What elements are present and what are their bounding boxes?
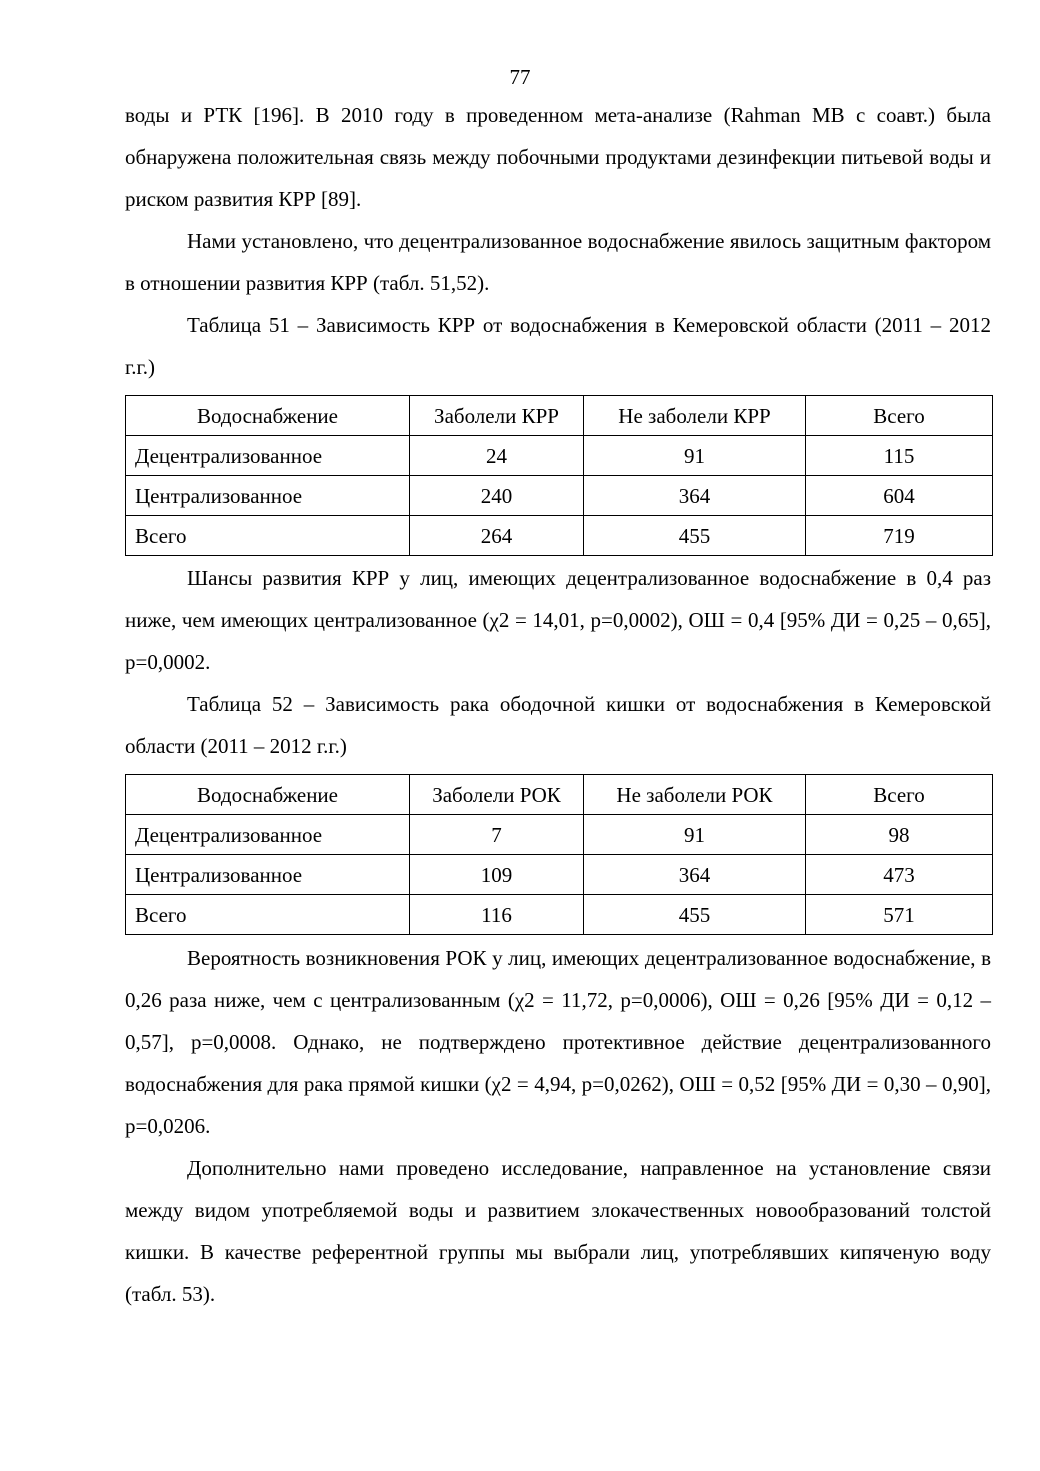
table-header-row	[126, 775, 993, 815]
table-cell: 455	[584, 895, 806, 935]
text-block-bottom	[125, 937, 991, 1315]
table-cell: 719	[806, 516, 993, 556]
table-cell: 98	[806, 815, 993, 855]
table-52-caption: Таблица 52 – Зависимость рака ободочной кишки от водоснабжения в Кемеровской области (2011 – 2012 г.г.)	[125, 692, 991, 758]
header-cell: Всего	[806, 396, 993, 436]
table-cell: 240	[410, 476, 584, 516]
text-block-middle	[125, 557, 991, 767]
table-52	[125, 774, 993, 935]
paragraph-5: Дополнительно нами проведено исследование, направленное на установление связи между видом употребляемой воды и развитием злокачественных новообразований толстой кишки. В качестве референтной группы мы выбрали лиц, употреблявших кипяченую воду (табл. 53).	[125, 1156, 991, 1306]
paragraph-3: Шансы развития КРР у лиц, имеющих децентрализованное водоснабжение в 0,4 раз ниже, чем имеющих централизованное (χ2 = 14,01, p=0,0002), ОШ = 0,4 [95% ДИ = 0,25 – 0,65], p=0,0002.	[125, 566, 991, 674]
page-number: 77	[509, 65, 531, 89]
header-cell: Всего	[806, 775, 993, 815]
table-cell: 264	[410, 516, 584, 556]
row-label-cell: Децентрализованное	[126, 436, 410, 476]
row-label-cell: Централизованное	[126, 855, 410, 895]
table-cell: 116	[410, 895, 584, 935]
header-cell: Заболели РОК	[410, 775, 584, 815]
table-cell: 109	[410, 855, 584, 895]
paragraph-2: Нами установлено, что децентрализованное водоснабжение явилось защитным фактором в отношении развития КРР (табл. 51,52).	[125, 229, 991, 295]
table-cell: 571	[806, 895, 993, 935]
table-cell: 473	[806, 855, 993, 895]
table-row	[126, 476, 993, 516]
header-cell: Не заболели РОК	[584, 775, 806, 815]
header-cell: Заболели КРР	[410, 396, 584, 436]
table-row	[126, 436, 993, 476]
table-header-row	[126, 396, 993, 436]
table-cell: 91	[584, 436, 806, 476]
header-cell: Водоснабжение	[126, 396, 410, 436]
row-label-cell: Всего	[126, 895, 410, 935]
table-51	[125, 395, 993, 556]
paragraph-1: воды и РТК [196]. В 2010 году в проведенном мета-анализе (Rahman MB с соавт.) была обнаружена положительная связь между побочными продуктами дезинфекции питьевой воды и риском развития КРР [89].	[125, 103, 991, 211]
table-cell: 604	[806, 476, 993, 516]
header-cell: Не заболели КРР	[584, 396, 806, 436]
table-cell: 455	[584, 516, 806, 556]
table-cell: 364	[584, 855, 806, 895]
table-cell: 115	[806, 436, 993, 476]
table-cell: 91	[584, 815, 806, 855]
row-label-cell: Централизованное	[126, 476, 410, 516]
table-row	[126, 815, 993, 855]
text-block-top	[125, 94, 991, 388]
table-51-caption: Таблица 51 – Зависимость КРР от водоснабжения в Кемеровской области (2011 – 2012 г.г.)	[125, 313, 991, 379]
paragraph-4: Вероятность возникновения РОК у лиц, имеющих децентрализованное водоснабжение, в 0,26 раза ниже, чем с централизованным (χ2 = 11,72, p=0,0006), ОШ = 0,26 [95% ДИ = 0,12 – 0,57], p=0,0008. Однако, не подтверждено протективное действие децентрализованного водоснабжения для рака прямой кишки (χ2 = 4,94, p=0,0262), ОШ = 0,52 [95% ДИ = 0,30 – 0,90], p=0,0206.	[125, 946, 991, 1138]
table-cell: 364	[584, 476, 806, 516]
table-cell: 24	[410, 436, 584, 476]
table-row	[126, 895, 993, 935]
table-cell: 7	[410, 815, 584, 855]
row-label-cell: Всего	[126, 516, 410, 556]
row-label-cell: Децентрализованное	[126, 815, 410, 855]
table-row	[126, 855, 993, 895]
header-cell: Водоснабжение	[126, 775, 410, 815]
table-row	[126, 516, 993, 556]
